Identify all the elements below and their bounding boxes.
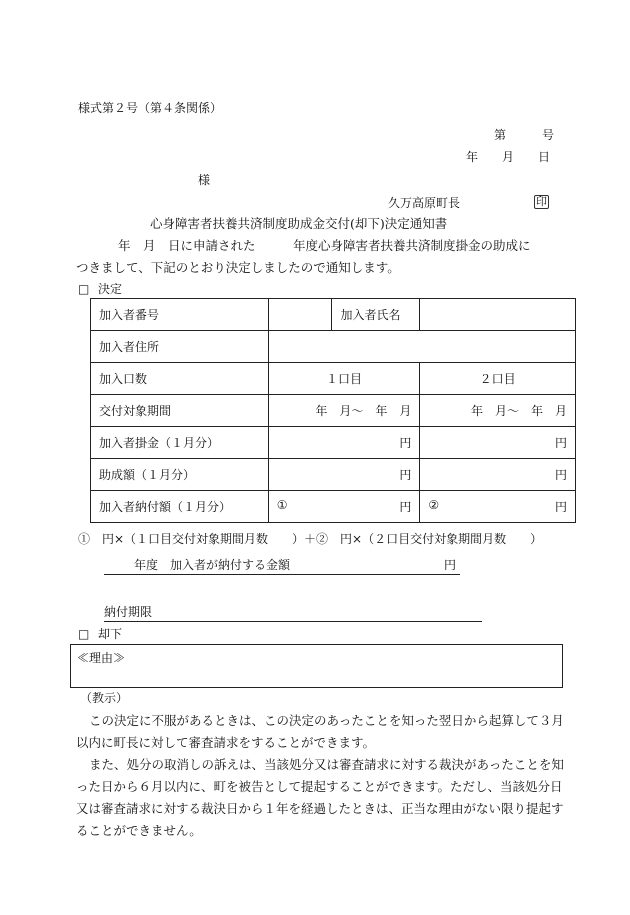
decision-table [90, 298, 576, 523]
payment-unit1-yen: 円 [399, 500, 412, 514]
subsidy-unit2[interactable]: 円 [420, 459, 576, 491]
units-label: 加入口数 [91, 363, 269, 395]
decision-checkbox[interactable]: □ [78, 282, 90, 296]
table-row [91, 491, 576, 523]
instruction-heading: （教示） [80, 691, 129, 705]
payment-unit2-yen: 円 [554, 500, 567, 514]
deadline-underline [104, 621, 482, 622]
table-row [91, 299, 576, 331]
period-unit2[interactable]: 年 月～ 年 月 [420, 395, 576, 427]
document-number: 第 号 [494, 128, 555, 142]
decision-label: 決定 [98, 282, 123, 296]
table-row [91, 331, 576, 363]
period-label: 交付対象期間 [91, 395, 269, 427]
fiscal-year-amount-yen: 円 [444, 558, 457, 572]
rejection-checkbox[interactable]: □ [78, 627, 90, 641]
member-name-label: 加入者氏名 [332, 299, 420, 331]
instruction-paragraph-2: また、処分の取消しの訴えは、当該処分又は審査請求に対する裁決があったことを知った日から６月以内に、町を被告として提起することができます。ただし、当該処分日又は審査請求に対する裁決日から１年を経過したときは、正当な理由がない限り提起することができません。 [76, 757, 564, 838]
table-row [91, 427, 576, 459]
unit1-label: １口目 [268, 363, 420, 395]
table-row [91, 363, 576, 395]
payment-unit1[interactable] [268, 491, 420, 523]
payment-unit2[interactable] [420, 491, 576, 523]
premium-unit2[interactable]: 円 [420, 427, 576, 459]
premium-label: 加入者掛金（１月分） [91, 427, 269, 459]
unit2-label: ２口目 [420, 363, 576, 395]
rejection-reason-box[interactable] [70, 644, 563, 688]
document-title: 心身障害者扶養共済制度助成金交付(却下)決定通知書 [150, 216, 448, 231]
payment-deadline-label: 納付期限 [104, 605, 153, 619]
circle-2-mark: ② [428, 498, 440, 512]
rejection-label: 却下 [98, 627, 123, 641]
fiscal-year-amount-label: 年度 加入者が納付する金額 [134, 558, 291, 572]
subsidy-label: 助成額（１月分） [91, 459, 269, 491]
issuer-name: 久万高原町長 [388, 196, 461, 210]
payment-formula: ① 円×（１口目交付対象期間月数 ）＋② 円×（２口目交付対象期間月数 ） [78, 532, 543, 546]
payment-label: 加入者納付額（１月分） [91, 491, 269, 523]
reason-label: ≪理由≫ [77, 651, 126, 665]
member-address-value[interactable] [268, 331, 575, 363]
member-name-value[interactable] [420, 299, 576, 331]
seal-mark: 印 [536, 195, 547, 208]
form-number: 様式第２号（第４条関係） [78, 101, 223, 115]
member-address-label: 加入者住所 [91, 331, 269, 363]
addressee-suffix: 様 [198, 173, 211, 187]
issue-date: 年 月 日 [466, 150, 551, 164]
table-row [91, 459, 576, 491]
premium-unit1[interactable]: 円 [268, 427, 420, 459]
intro-line-2: つきまして、下記のとおり決定しましたので通知します。 [76, 260, 400, 275]
amount-underline [104, 574, 460, 575]
instruction-paragraph-1: この決定に不服があるときは、この決定のあったことを知った翌日から起算して３月以内に町長に対して審査請求をすることができます。 [76, 713, 564, 750]
period-unit1[interactable]: 年 月～ 年 月 [268, 395, 420, 427]
subsidy-unit1[interactable]: 円 [268, 459, 420, 491]
member-number-label: 加入者番号 [91, 299, 269, 331]
member-number-value[interactable] [268, 299, 332, 331]
table-row [91, 395, 576, 427]
intro-line-1: 年 月 日に申請された 年度心身障害者扶養共済制度掛金の助成に [118, 238, 531, 253]
circle-1-mark: ① [276, 498, 288, 512]
